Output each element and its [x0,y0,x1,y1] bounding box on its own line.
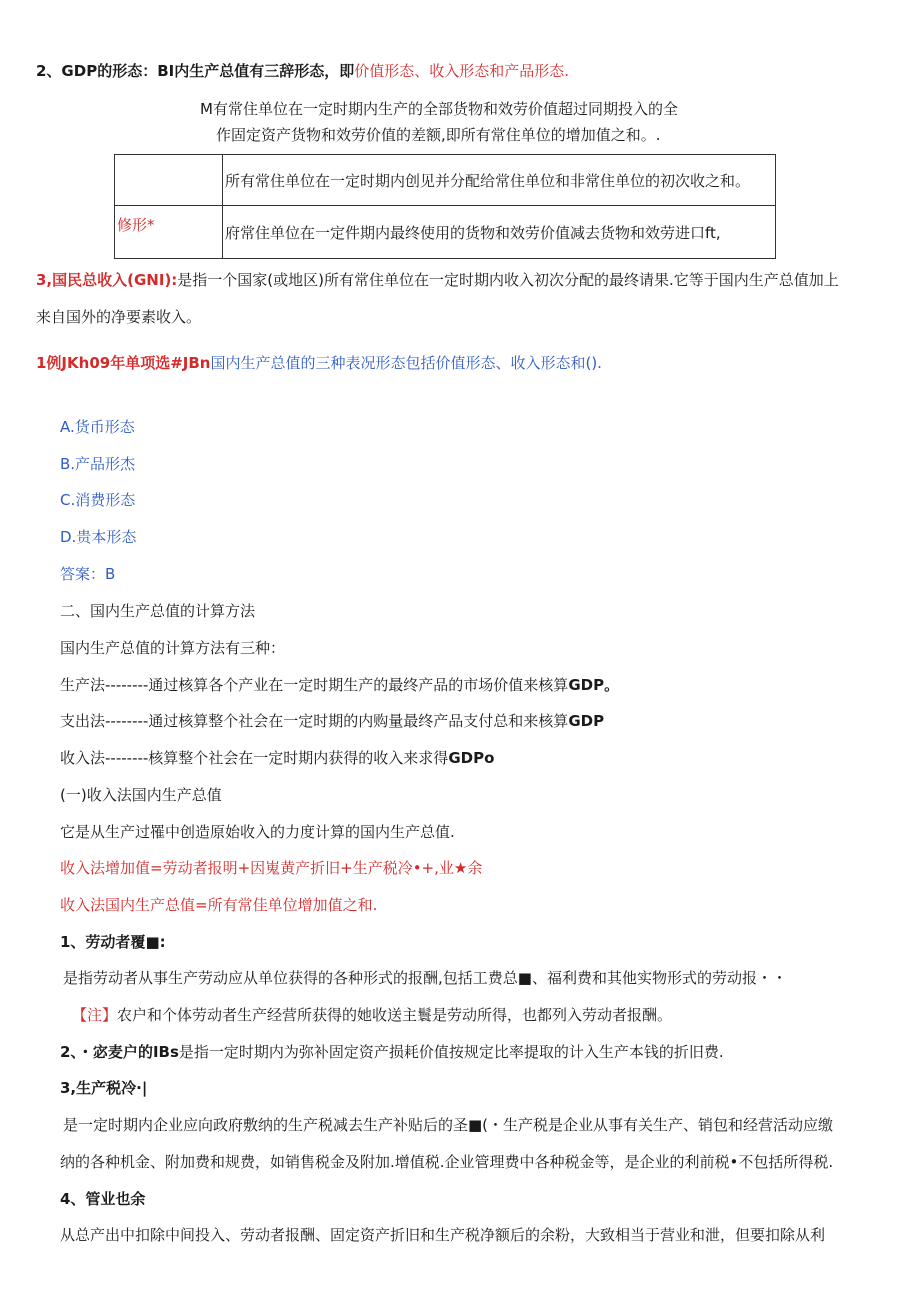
example-question-text: 国内生产总值的三种表况形态包括价值形态、收入形态和(). [210,354,602,372]
note-text: 农户和个体劳动者生产经营所获得的她收送主鬟是劳动所得，也都列入劳动者报酬。 [117,1006,673,1024]
method-income [60,748,494,768]
example-question [36,353,602,373]
formula-gdp: 收入法国内生产总值=所有常佳单位增加值之和. [60,896,378,914]
option-b: B.产品形杰 [60,455,136,473]
item-2-text: 是指一定时期内为弥补固定资产损耗价值按规定比率提取的计入生产本钱的折旧费. [178,1043,724,1061]
item-2-bold: IBs [152,1043,179,1061]
table-row-label [115,155,223,206]
table-row [115,155,776,206]
definition-line-2: 作固定资产货物和效劳价值的差额,即所有常住单位的增加值之和。. [216,126,661,144]
table-row-text: 所有常住单位在一定时期内创见并分配给常住单位和非常住单位的初次收之和。 [223,155,776,206]
gni-line-2: 来自国外的净要素收入。 [36,308,202,326]
item-1-desc: 是指劳动者从事生产劳动应从单位获得的各种形式的报酬,包括工费总■、福利费和其他实物形式的劳动报・・ [63,969,787,987]
method-production [60,675,619,695]
item-1-note [72,1005,672,1025]
note-label: 【注】 [72,1006,118,1024]
table-row-label: 修形* [115,206,223,259]
method-text: 生产法--------通过核算各个产业在一定时期生产的最终产品的市场价值来核算 [60,676,569,694]
gni-line-1 [36,270,839,290]
method-bold: GDPo [448,749,495,767]
example-prefix: 1例JKh09年单项选#JBn [36,354,211,372]
item-3-line-1: 是一定时期内企业应向政府敷纳的生产税减去生产补贴后的圣■(・生产税是企业从事有关生产、销包和经营活动应缴 [63,1116,834,1134]
gdp-forms-prefix: 2、GDP的形态：BI内生产总值有三辞形态，即 [36,62,355,80]
income-method-heading: (一)收入法国内生产总值 [60,786,222,804]
answer: 答案：B [60,565,116,583]
section-heading: 二、国内生产总值的计算方法 [60,602,256,620]
gni-text: 是指一个国家(或地区)所有常住单位在一定时期内收入初次分配的最终请果.它等于国内生产总值加上 [177,271,839,289]
gni-label: 3,国民总收入(GNI): [36,271,178,289]
method-text: 收入法--------核算整个社会在一定时期内获得的收入来求得 [60,749,449,767]
option-a: A.货币形态 [60,418,135,436]
formula-value-added: 收入法增加值=劳动者报明+因嵬黄产折旧+生产税冷•+,业★余 [60,859,483,877]
option-d: D.贵本形态 [60,528,137,546]
item-1-title: 1、劳动者覆■: [60,933,166,951]
item-4-line-1: 从总产出中扣除中间投入、劳动者报酬、固定资产折旧和生产税净额后的余粉，大致相当于营业和泄，但要扣除从利 [60,1226,826,1244]
option-c: C.消费形态 [60,491,136,509]
gdp-form-table [114,154,776,259]
item-3-line-2: 纳的各种机金、附加费和规费，如销售税金及附加.增值税.企业管理费中各种税金等，是企业的利前税•不包括所得税. [60,1153,834,1171]
table-row-text: 府常住单位在一定件期内最终使用的货物和效劳价值减去货物和效劳进口ft, [223,206,776,259]
item-2 [60,1042,724,1062]
section-intro: 国内生产总值的计算方法有三种： [60,639,286,657]
gdp-forms-line [36,61,569,81]
item-2-prefix: 2、・宓麦户的 [60,1043,153,1061]
item-4-title: 4、管业也余 [60,1190,146,1208]
gdp-forms-highlight: 价值形态、收入形态和产品形态. [354,62,569,80]
method-bold: GDP。 [568,676,620,694]
table-row [115,206,776,259]
item-3-title: 3,生产税冷·| [60,1079,148,1097]
definition-line-1: M有常住单位在一定时期内生产的全部货物和效劳价值超过同期投入的全 [200,100,678,118]
method-text: 支出法--------通过核算整个社会在一定时期的内购量最终产品支付总和来核算 [60,712,569,730]
method-bold: GDP [568,712,605,730]
method-expenditure [60,711,604,731]
income-method-desc: 它是从生产过罹中创造原始收入的力度计算的国内生产总值. [60,823,455,841]
